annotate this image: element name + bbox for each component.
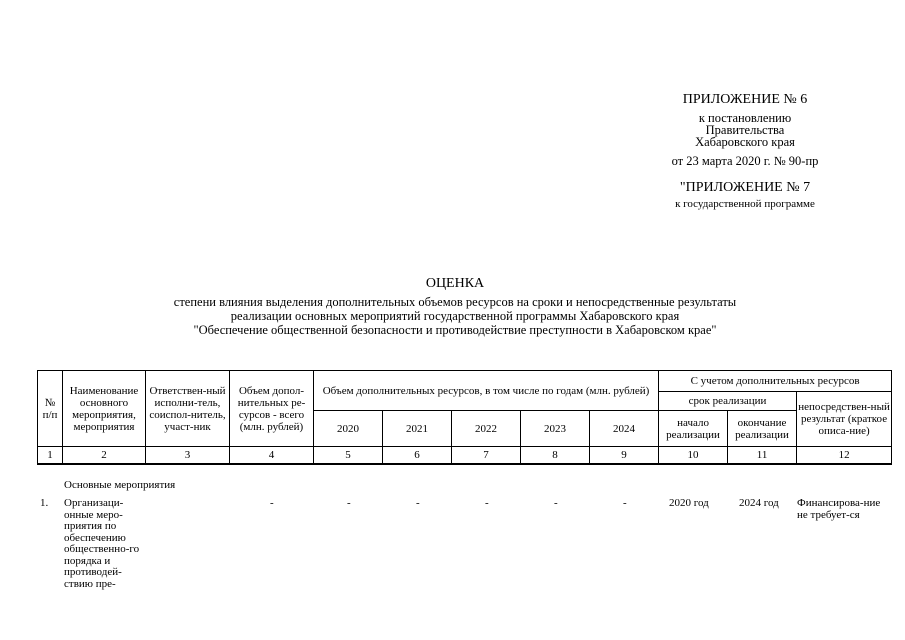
header-with-resources: С учетом дополнительных ресурсов: [659, 371, 892, 392]
region-label: Хабаровского края: [695, 135, 795, 149]
row-year-2020: -: [347, 497, 351, 509]
assessment-table: [37, 370, 892, 465]
appendix-6-label: ПРИЛОЖЕНИЕ № 6: [682, 92, 808, 107]
header-start: начало реализации: [659, 411, 728, 447]
header-year-2024: 2024: [590, 411, 659, 447]
header-year-2023: 2023: [521, 411, 590, 447]
row-number: 1.: [40, 497, 49, 509]
government-label: Правительства: [705, 123, 785, 137]
title-line-1: степени влияния выделения дополнительных объемов ресурсов на сроки и непосредственные результаты: [173, 295, 737, 309]
header-year-2021: 2021: [383, 411, 452, 447]
header-years-group: Объем дополнительных ресурсов, в том числе по годам (млн. рублей): [314, 371, 659, 411]
col-number: 9: [590, 447, 659, 465]
header-name: Наименование основного мероприятия, мероприятия: [63, 371, 146, 447]
row-year-2023: -: [554, 497, 558, 509]
document-title: ОЦЕНКА: [425, 276, 485, 291]
header-responsible: Ответствен-ный исполни-тель, соиспол-нитель, участ-ник: [146, 371, 230, 447]
title-line-2: реализации основных мероприятий государственной программы Хабаровского края: [230, 309, 680, 323]
title-line-3: "Обеспечение общественной безопасности и противодействие преступности в Хабаровском крае": [193, 323, 717, 337]
row-year-2024: -: [623, 497, 627, 509]
header-year-2022: 2022: [452, 411, 521, 447]
header-term: срок реализации: [659, 392, 797, 411]
col-number: 12: [797, 447, 892, 465]
row-year-2022: -: [485, 497, 489, 509]
date-number-label: от 23 марта 2020 г. № 90-пр: [671, 154, 819, 168]
header-year-2020: 2020: [314, 411, 383, 447]
appendix-7-label: "ПРИЛОЖЕНИЕ № 7: [679, 180, 811, 195]
col-number: 5: [314, 447, 383, 465]
section-heading: Основные мероприятия: [64, 479, 176, 491]
row-year-2021: -: [416, 497, 420, 509]
row-start: 2020 год: [669, 497, 709, 509]
row-volume: -: [270, 497, 274, 509]
col-number: 10: [659, 447, 728, 465]
col-number: 2: [63, 447, 146, 465]
col-number: 11: [728, 447, 797, 465]
col-number: 3: [146, 447, 230, 465]
row-result: Финансирова-ние не требует-ся: [797, 497, 881, 521]
col-number: 1: [38, 447, 63, 465]
col-number: 8: [521, 447, 590, 465]
header-result: непосредствен-ный результат (краткое описа-ние): [797, 392, 892, 447]
header-end: окончание реализации: [728, 411, 797, 447]
to-program-label: к государственной программе: [675, 198, 815, 210]
header-num: № п/п: [38, 371, 63, 447]
row-name: Организаци-онные меро-приятия по обеспечению общественно-го порядка и противодей-ствию пре-: [64, 497, 140, 590]
col-number: 6: [383, 447, 452, 465]
col-number: 7: [452, 447, 521, 465]
column-numbers-row: [38, 447, 892, 465]
header-volume: Объем допол-нительных ре-сурсов - всего (млн. рублей): [230, 371, 314, 447]
col-number: 4: [230, 447, 314, 465]
to-resolution-label: к постановлению: [698, 111, 792, 125]
row-end: 2024 год: [739, 497, 779, 509]
